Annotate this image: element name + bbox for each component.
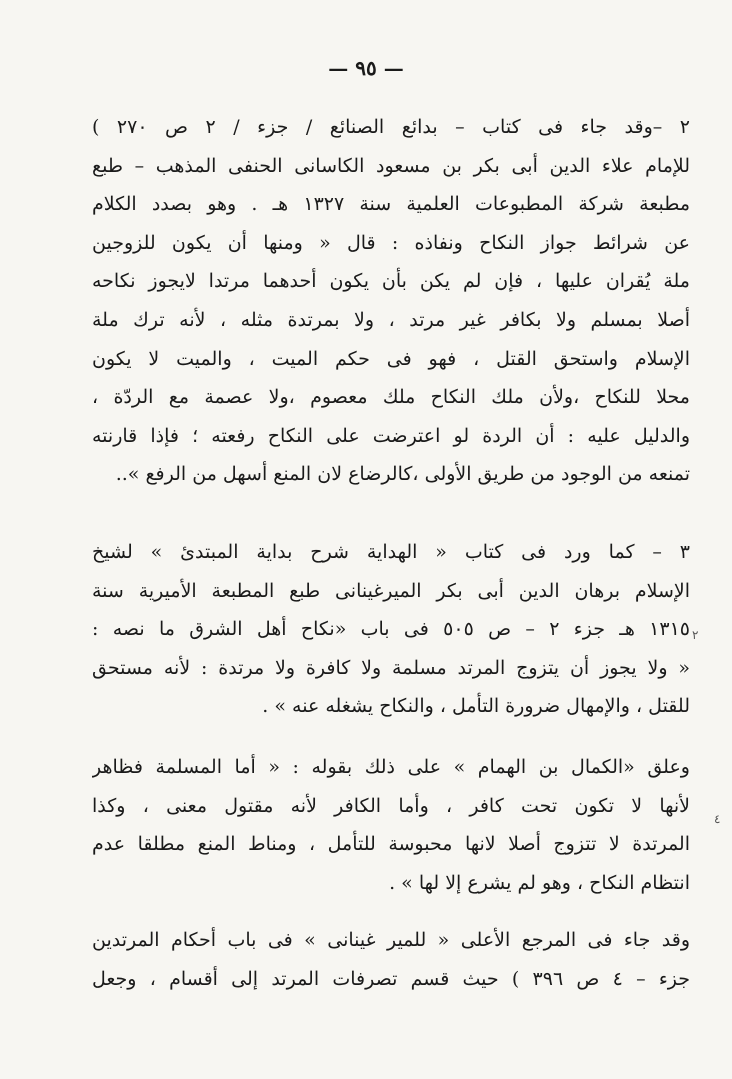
text-line: وعلق «الكمال بن الهمام » على ذلك بقوله : « أما المسلمة فظاهر [92, 756, 690, 778]
paragraph-kamal-ibn-al-humam [92, 748, 690, 902]
text-line: انتظام النكاح ، وهو لم يشرع إلا لها » . [389, 871, 690, 894]
margin-mark: ٢ [692, 628, 699, 642]
text-line: ملة يُقران عليها ، فإن لم يكن بأن يكون أحدهما مرتدا لايجوز نكاحه [92, 270, 690, 293]
text-line: المرتدة لا تتزوج أصلا لانها محبوسة للتأمل ، ومناط المنع مطلقا عدم [92, 833, 690, 856]
text-line: ٣ – كما ورد فى كتاب « الهداية شرح بداية المبتدئ » لشيخ [92, 541, 690, 563]
text-line: عن شرائط جواز النكاح ونفاذه : قال « ومنها أن يكون للزوجين [92, 231, 690, 254]
page-number: — ٩٥ — [328, 56, 404, 80]
text-line: الإسلام واستحق القتل ، فهو فى حكم الميت ، والميت لا يكون [92, 347, 690, 370]
text-line: محلا للنكاح ،ولأن ملك النكاح ملك معصوم ،ولا عصمة مع الردّة ، [92, 386, 690, 409]
paragraph-badai-al-sanai [92, 108, 690, 494]
text-line: والدليل عليه : أن الردة لو اعترضت على النكاح رفعته ؛ فإذا قارنته [92, 424, 690, 447]
text-line: وقد جاء فى المرجع الأعلى « للمير غينانى » فى باب أحكام المرتدين [92, 929, 690, 951]
text-line: جزء – ٤ ص ٣٩٦ ) حيث قسم تصرفات المرتد إلى أقسام ، وجعل [92, 967, 690, 990]
text-line: تمنعه من الوجود من طريق الأولى ،كالرضاع لان المنع أسهل من الرفع ».. [115, 463, 690, 486]
text-line: لأنها لا تكون تحت كافر ، وأما الكافر لأنه مقتول معنى ، وكذا [92, 794, 690, 817]
text-line: للقتل ، والإمهال ضرورة التأمل ، والنكاح يشغله عنه » . [262, 695, 690, 718]
text-line: أصلا بمسلم ولا بكافر غير مرتد ، ولا بمرتدة مثله ، لأنه ترك ملة [92, 308, 690, 331]
text-line: ٢ –وقد جاء فى كتاب – بدائع الصنائع / جزء / ٢ ص ٢٧٠ ) [92, 116, 690, 138]
text-line: الإسلام برهان الدين أبى بكر الميرغينانى طبع المطبعة الأميرية سنة [92, 579, 690, 602]
text-line: ١٣١٥ هـ جزء ٢ – ص ٥٠٥ فى باب «نكاح أهل الشرق ما نصه : [92, 618, 690, 641]
text-line: مطبعة شركة المطبوعات العلمية سنة ١٣٢٧ هـ . وهو بصدد الكلام [92, 193, 690, 216]
paragraph-al-hidaya [92, 533, 690, 726]
margin-mark: ٤ [714, 812, 721, 826]
text-line: « ولا يجوز أن يتزوج المرتد مسلمة ولا كافرة ولا مرتدة : لأنه مستحق [92, 656, 690, 679]
text-line: للإمام علاء الدين أبى بكر بن مسعود الكاسانى الحنفى المذهب – طبع [92, 154, 690, 177]
paragraph-al-marja-al-ala [92, 921, 690, 998]
